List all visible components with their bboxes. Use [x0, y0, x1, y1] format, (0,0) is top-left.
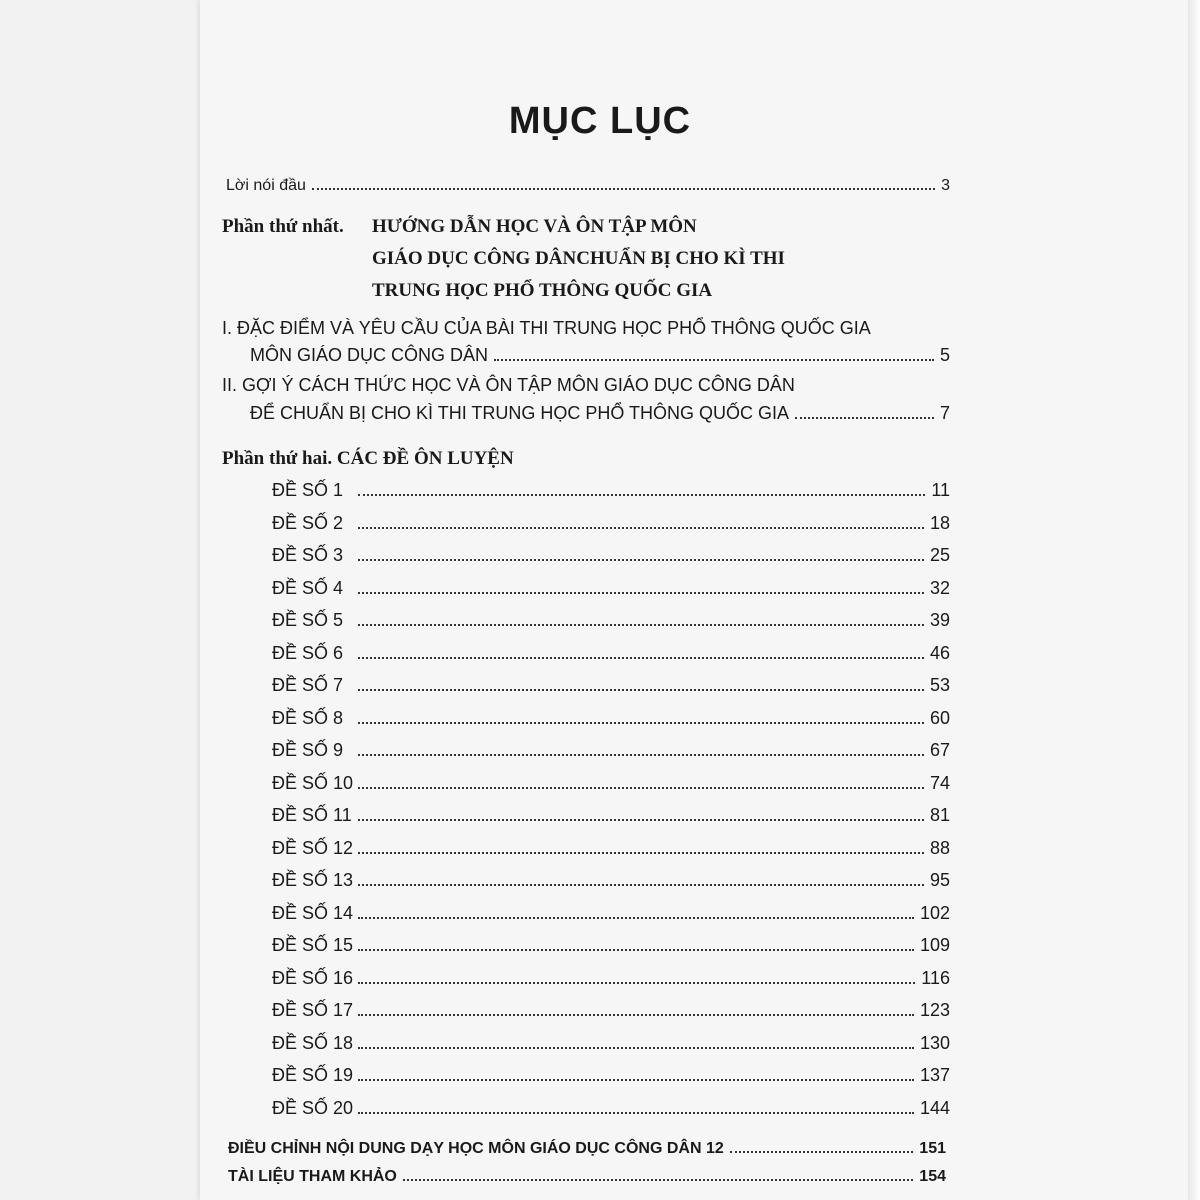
toc-entry-page: 154 — [919, 1168, 946, 1185]
toc-entry-label: ĐỀ SỐ 7 — [272, 675, 344, 695]
toc-entry-label: ĐỀ SỐ 9 — [272, 740, 344, 760]
page-title: MỤC LỤC — [508, 100, 692, 142]
toc-entry-exam — [272, 610, 950, 631]
toc-entry-label: ĐỀ SỐ 12 — [272, 837, 354, 858]
toc-entry-label: ĐỀ SỐ 4 — [272, 577, 344, 598]
toc-entry-exam — [272, 708, 950, 729]
dot-leader — [403, 1179, 913, 1181]
toc-entry-label: ĐỀ SỐ 16 — [272, 967, 354, 988]
toc-entry-page: 3 — [941, 177, 950, 194]
toc-entry-label: ĐỀ SỐ 15 — [272, 935, 354, 955]
page-edge — [1188, 0, 1200, 1200]
toc-entry-label: ĐỀ SỐ 19 — [272, 1065, 354, 1085]
toc-entry-exam — [272, 740, 950, 761]
toc-entry-intro — [226, 177, 950, 195]
toc-entry-exam — [272, 643, 950, 664]
toc-entry-page: 123 — [919, 1000, 950, 1020]
toc-entry-page: 11 — [931, 480, 950, 500]
part1-heading-line: GIÁO DỤC CÔNG DÂNCHUẨN BỊ CHO KÌ THI — [372, 248, 785, 269]
toc-entry-page: 88 — [929, 837, 950, 858]
part1-item-line: II. GỢI Ý CÁCH THỨC HỌC VÀ ÔN TẬP MÔN GIÁO DỤC CÔNG DÂN — [222, 375, 795, 395]
toc-entry-page: 116 — [921, 967, 950, 988]
dot-leader — [358, 494, 925, 496]
toc-entry-exam — [272, 838, 950, 859]
toc-entry-label: ĐỀ SỐ 1 — [272, 480, 344, 500]
toc-entry-exam — [272, 545, 950, 566]
dot-leader — [358, 787, 924, 789]
toc-entry-page: 5 — [939, 345, 950, 365]
dot-leader — [358, 949, 914, 951]
dot-leader — [795, 417, 934, 419]
toc-entry-page: 109 — [919, 935, 950, 955]
dot-leader — [730, 1151, 914, 1153]
toc-entry-exam — [272, 870, 950, 891]
dot-leader — [358, 527, 924, 529]
toc-entry-page: 39 — [929, 610, 950, 630]
toc-entry-exam — [272, 968, 950, 989]
part1-heading-prefix: Phần thứ nhất. — [222, 216, 344, 237]
toc-entry-page: 18 — [929, 512, 950, 533]
dot-leader — [358, 1112, 914, 1114]
toc-entry-label: ĐỀ SỐ 6 — [272, 642, 344, 663]
toc-entry-exam — [272, 675, 950, 696]
toc-entry-page: 81 — [929, 805, 950, 825]
toc-entry-label: ĐỀ SỐ 5 — [272, 610, 344, 630]
toc-entry-label: ĐỀ SỐ 3 — [272, 545, 344, 565]
toc-entry-page: 46 — [929, 642, 950, 663]
toc-entry-page: 74 — [929, 772, 950, 793]
toc-entry-label: MÔN GIÁO DỤC CÔNG DÂN — [250, 345, 489, 365]
toc-entry-label: ĐỀ SỐ 8 — [272, 707, 344, 728]
toc-entry-label: ĐỀ SỐ 18 — [272, 1032, 354, 1053]
toc-entry-page: 151 — [919, 1140, 946, 1157]
dot-leader — [312, 188, 935, 190]
part1-heading-line: TRUNG HỌC PHỔ THÔNG QUỐC GIA — [372, 280, 713, 301]
dot-leader — [358, 722, 924, 724]
dot-leader — [358, 1047, 914, 1049]
toc-entry-label: ĐỀ SỐ 2 — [272, 512, 344, 533]
dot-leader — [358, 1079, 914, 1081]
toc-entry-part1-item — [250, 345, 950, 366]
dot-leader — [358, 657, 924, 659]
toc-entry-page: 130 — [919, 1032, 950, 1053]
dot-leader — [358, 624, 924, 626]
toc-entry-exam — [272, 903, 950, 924]
toc-entry-appendix — [228, 1168, 946, 1186]
dot-leader — [358, 592, 924, 594]
dot-leader — [358, 884, 924, 886]
toc-entry-page: 102 — [919, 902, 950, 923]
toc-entry-page: 25 — [929, 545, 950, 565]
toc-entry-label: ĐỀ SỐ 13 — [272, 870, 354, 890]
dot-leader — [494, 359, 934, 361]
toc-entry-page: 95 — [929, 870, 950, 890]
toc-entry-exam — [272, 1098, 950, 1119]
dot-leader — [358, 917, 914, 919]
dot-leader — [358, 689, 924, 691]
toc-entry-exam — [272, 1065, 950, 1086]
toc-entry-label: TÀI LIỆU THAM KHẢO — [228, 1168, 397, 1185]
toc-entry-label: Lời nói đầu — [226, 177, 306, 194]
toc-entry-part1-item — [250, 403, 950, 424]
toc-entry-label: ĐỀ SỐ 17 — [272, 1000, 354, 1020]
part1-item-line: I. ĐẶC ĐIỂM VÀ YÊU CẦU CỦA BÀI THI TRUNG HỌC PHỔ THÔNG QUỐC GIA — [222, 318, 871, 338]
dot-leader — [358, 819, 924, 821]
toc-entry-exam — [272, 1033, 950, 1054]
toc-entry-exam — [272, 935, 950, 956]
dot-leader — [358, 982, 915, 984]
toc-entry-exam — [272, 480, 950, 501]
toc-entry-page: 60 — [929, 707, 950, 728]
toc-entry-label: ĐỀ SỐ 11 — [272, 805, 352, 825]
toc-entry-exam — [272, 805, 950, 826]
toc-entry-label: ĐỀ SỐ 10 — [272, 772, 354, 793]
toc-entry-label: ĐIỀU CHỈNH NỘI DUNG DẠY HỌC MÔN GIÁO DỤC CÔNG DÂN 12 — [228, 1140, 724, 1157]
toc-entry-page: 32 — [929, 577, 950, 598]
toc-entry-page: 53 — [929, 675, 950, 695]
toc-entry-page: 137 — [919, 1065, 950, 1085]
toc-entry-exam — [272, 513, 950, 534]
part2-heading: Phần thứ hai. CÁC ĐỀ ÔN LUYỆN — [222, 448, 514, 469]
toc-entry-exam — [272, 578, 950, 599]
toc-entry-page: 144 — [919, 1097, 950, 1118]
part1-heading-line: HƯỚNG DẪN HỌC VÀ ÔN TẬP MÔN — [372, 216, 697, 237]
dot-leader — [358, 1014, 914, 1016]
toc-entry-exam — [272, 1000, 950, 1021]
dot-leader — [358, 852, 924, 854]
toc-entry-label: ĐỂ CHUẨN BỊ CHO KÌ THI TRUNG HỌC PHỔ THÔNG QUỐC GIA — [250, 403, 790, 423]
toc-entry-page: 67 — [929, 740, 950, 760]
toc-entry-exam — [272, 773, 950, 794]
toc-entry-page: 7 — [939, 403, 950, 423]
toc-entry-appendix — [228, 1140, 946, 1158]
dot-leader — [358, 754, 924, 756]
dot-leader — [358, 559, 924, 561]
toc-entry-label: ĐỀ SỐ 14 — [272, 902, 354, 923]
toc-entry-label: ĐỀ SỐ 20 — [272, 1097, 354, 1118]
